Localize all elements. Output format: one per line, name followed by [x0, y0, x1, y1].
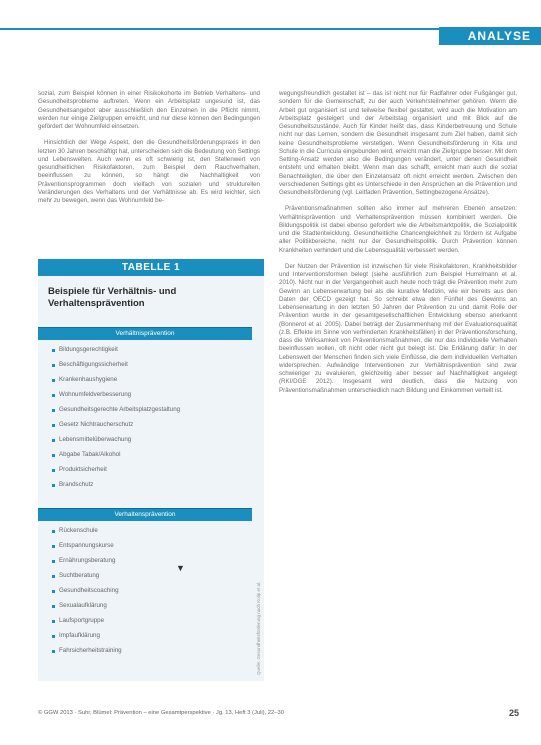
list-item: Ernährungsberatung [52, 557, 264, 572]
list-item: Fahrsicherheitstraining [52, 647, 264, 662]
list-item: Gesetz Nichtraucherschutz [52, 421, 264, 436]
list-item: Krankenhaushygiene [52, 376, 264, 391]
table-heading: Beispiele für Verhältnis- und Verhaltensprävention [48, 286, 177, 309]
table-1 [38, 259, 264, 681]
list-item: Gesundheitsgerechte Arbeitsplatzgestaltung [52, 406, 264, 421]
group-header-verhaeltnis: Verhältnisprävention [38, 327, 252, 340]
list-item: Suchtberatung [52, 572, 264, 587]
list-item: Lebensmittelüberwachung [52, 436, 264, 451]
list-item: Bildungsgerechtigkeit [52, 346, 264, 361]
left-paragraph-1: sozial, zum Beispiel können in einer Risikokohorte im Betrieb Verhaltens- und Gesundheitsprobleme auftreten. Wenn ein Arbeitsplatz ungesund ist, das Gesundheitsangebot aber ausschließlich den Einzelnen in die Pflicht nimmt, werden nur einige Zielgruppen erreicht, und nur diese können den Bedingungen gefördert der Wohnumfeld einsetzen. [38, 90, 260, 130]
list-item: Rückenschule [52, 527, 264, 542]
right-paragraph-2: Präventionsmaßnahmen sollten also immer auf mehreren Ebenen ansetzen: Verhältnisprävention und Verhaltensprävention müssen kombiniert werden. Die Bildungspolitik ist dabei ebenso gefordert wie die Arbeitsmarktpolitik, die Sozialpolitik und die Stadtentwicklung. Gesundheitliche Chancengleichheit zu fördern ist Aufgabe aller Politikbereiche, nicht nur der Gesundheitspolitik. Durch Prävention können Krankheiten verhindert und die Lebensqualität verbessert werden. [279, 205, 517, 254]
page-number: 25 [509, 708, 520, 718]
verhalten-list [38, 527, 264, 662]
left-column [38, 90, 260, 205]
list-item: Laufsportgruppe [52, 617, 264, 632]
right-paragraph-1: wegungsfreundlich gestaltet ist – das ist nicht nur für Radfahrer oder Fußgänger gut, sondern für die Gemeinschaft, zu der auch Verkehrsteilnehmer gehören. Wenn die Arbeit gut organisiert ist und teilweise flexibel gestaltet, wird auch die Motivation am Arbeitsplatz gesteigert und der Arbeitstag organisiert und mit Blick auf die Gesundheitszustände. Auch für Kinder heißt das, dass Kinderbetreuung und Schule nicht nur das Lernen, sondern die Gesundheit insgesamt zum Ziel haben, damit sich keine Gesundheitsprobleme verstetigen. Wenn Gesundheitsförderung in Kita und Schule in die Curricula eingebunden wird, erreicht man die Zielgruppe besser. Mit dem Setting-Ansatz werden also die Bedingungen verändert, unter denen Gesundheit entsteht und erhalten bleibt. Wenn man das schafft, erreicht man auch die sozial Benachteiligten, die über den Einzelansatz oft nicht erreicht werden. Zwischen den verschiedenen Settings gibt es Unterschiede in den Ansprüchen an die Prävention und Gesundheitsförderung (vgl. Leitfaden Prävention, Settingbezogene Ansätze). [279, 90, 517, 196]
table-source-note: Quelle: Gesundheitsförderung nach Kolip et al. [256, 581, 261, 675]
cursor-arrow-icon: ▼ [176, 563, 185, 573]
list-item: Gesundheitscoaching [52, 587, 264, 602]
footer-citation: © GGW 2013 · Suhr, Blümel: Prävention – eine Gesamtperspektive · Jg. 13, Heft 3 (Juli), 22–30 [38, 710, 284, 716]
list-item: Beschäftigungssicherheit [52, 361, 264, 376]
list-item: Brandschutz [52, 481, 264, 496]
left-paragraph-2: Hinsichtlich der Wege Aspekt, den die Gesundheitsförderungspraxis in den letzten 30 Jahren beschäftigt hat, unterscheiden sich die Bedeutung von Settings und Lebenswelten. Auch wenn es oft schwierig ist, den Stellenwert von gesundheitlichen Risikofaktoren, zum Beispiel dem Rauchverhalten, beeinflussen zu können, so hängt die Nachhaltigkeit von Präventionsprogrammen doch vielfach von sozialen und strukturellen Veränderungen des Verhaltens und der Verhältnisse ab. Es wird leichter, sich mehr zu bewegen, wenn das Wohnumfeld be- [38, 139, 260, 204]
list-item: Sexualaufklärung [52, 602, 264, 617]
table-title: TABELLE 1 [38, 259, 264, 276]
group-header-verhalten: Verhaltensprävention [38, 508, 252, 521]
list-item: Wohnumfeldverbesserung [52, 391, 264, 406]
section-label: ANALYSE [439, 27, 541, 45]
list-item: Entspannungskurse [52, 542, 264, 557]
verhaeltnis-list [38, 346, 264, 496]
right-column [279, 90, 517, 395]
list-item: Abgabe Tabak/Alkohol [52, 451, 264, 466]
list-item: Produktsicherheit [52, 466, 264, 481]
list-item: Impfaufklärung [52, 632, 264, 647]
right-paragraph-3: Der Nutzen der Prävention ist inzwischen für viele Risikofaktoren, Krankheitsbilder und Interventionsformen belegt (siehe ausführlich zum Beispiel Hurrelmann et al. 2010). Nicht nur in der Vergangenheit auch heute noch trägt die Prävention mehr zum Gewinn an Lebenserwartung bei als die kurative Medizin, wie wir bereits aus den Daten der OECD gezeigt hat. So schreibt etwa den Fünftel des Gewinns an Lebenserwartung in den letzten 50 Jahren der Prävention zu und damit Rolle der Prävention wurde in der gesamtgesellschaftlichen Entwicklung ebenso anerkannt (Bonnerot et al. 2005). Dabei beträgt der Zusammenhang mit der Evaluationsqualität (z.B. Effekte im Sinne von verhinderten Krankheitsfällen) in der Präventionsforschung, dass die Wirksamkeit von Präventionsmaßnahmen, die nur das individuelle Verhalten beeinflussen wollen, oft nicht oder nicht gut belegt ist. Die Erklärung dafür: In der Lebenswelt der Menschen finden sich viele Einflüsse, die dem individuellen Verhalten widersprechen. Aufwändige Interventionen zur Verhältnisprävention sind zwar schwieriger zu evaluieren, gleichzeitig aber besser auf Nachhaltigkeit angelegt (RKI/DGE 2012). Insgesamt wird deutlich, dass die Nutzung von Präventionsmaßnahmen unterschiedlich nach Bildung und Einkommen verteilt ist. [279, 262, 517, 394]
